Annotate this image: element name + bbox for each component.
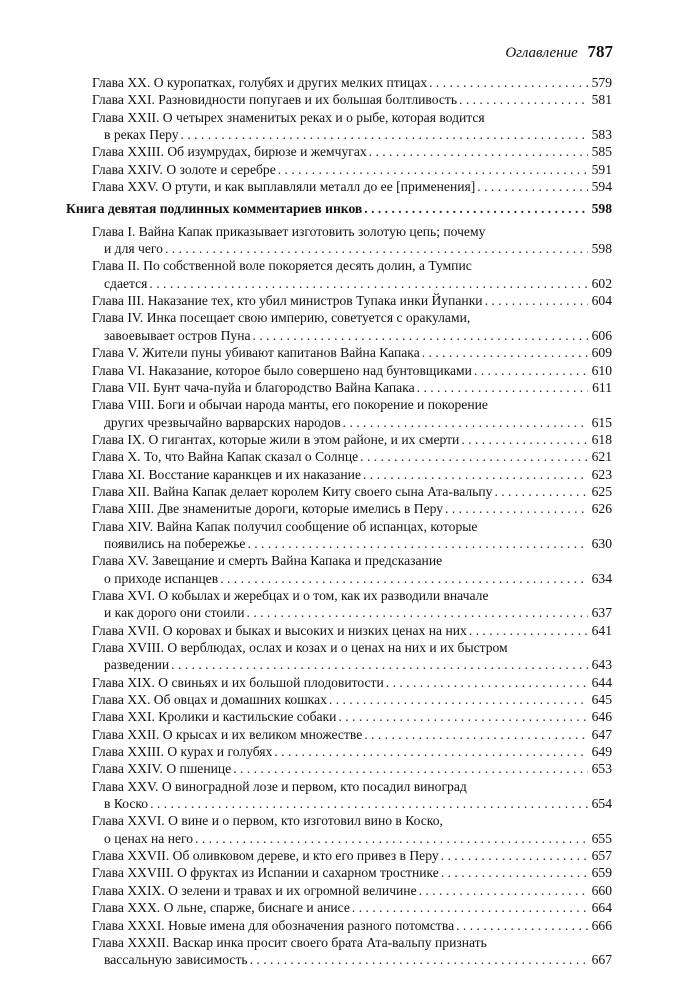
toc-entry	[66, 109, 612, 144]
toc-page-number: 625	[591, 483, 612, 499]
toc-entry-row	[66, 91, 612, 108]
toc-entry-title: Глава VI. Наказание, которое было совершено над бунтовщиками	[92, 362, 472, 378]
toc-entry-row	[66, 161, 612, 178]
toc-entry-row	[66, 483, 612, 500]
dot-leader	[343, 414, 588, 431]
toc-entry-title: Глава VIII. Боги и обычаи народа манты, его покорение и покорение	[92, 397, 488, 413]
toc-entry	[66, 178, 612, 195]
toc-entry-row	[66, 760, 612, 777]
toc-page-number: 659	[591, 865, 612, 881]
toc-page-number: 654	[591, 796, 612, 812]
toc-entry-title: Глава VII. Бунт чача-пуйа и благородство Вайна Капака	[92, 379, 415, 395]
toc-entry-title: Глава XII. Вайна Капак делает королем Киту своего сына Ата-вальпу	[92, 483, 493, 499]
dot-leader	[461, 431, 588, 448]
dot-leader	[247, 604, 588, 621]
toc-entry	[66, 292, 612, 309]
toc-page-number: 647	[591, 726, 612, 742]
toc-page-number: 609	[591, 345, 612, 361]
dot-leader	[459, 91, 588, 108]
toc-entry-title: Глава IV. Инка посещает свою империю, советуется с оракулами,	[92, 310, 471, 326]
toc-entry-title: Глава XXIII. Об изумрудах, бирюзе и жемчугах	[92, 144, 367, 160]
toc-entry	[66, 500, 612, 517]
toc-entry	[66, 257, 612, 292]
toc-entry-title: Глава XIX. О свиньях и их большой плодовитости	[92, 674, 384, 690]
toc-entry	[66, 622, 612, 639]
toc-entry-title: Глава XXV. О виноградной лозе и первом, кто посадил виноград	[92, 778, 467, 794]
toc-entry-line	[66, 812, 612, 829]
toc-entry-title: Глава XIII. Две знаменитые дороги, которые имелись в Перу	[92, 501, 444, 517]
toc-page-number: 634	[591, 570, 612, 586]
toc-entry-row	[66, 414, 612, 431]
toc-page-number: 594	[591, 179, 612, 195]
toc-entry-row	[66, 830, 612, 847]
toc-entry-row	[66, 951, 612, 968]
dot-leader	[474, 362, 588, 379]
toc-page-number: 585	[591, 144, 612, 160]
toc-entry-row	[66, 847, 612, 864]
dot-leader	[233, 760, 588, 777]
toc-entry	[66, 691, 612, 708]
toc-entry-title: других чрезвычайно варварских народов	[104, 414, 341, 430]
toc-entry-row	[66, 362, 612, 379]
table-of-contents	[66, 74, 612, 969]
toc-entry-row	[66, 899, 612, 916]
toc-page-number: 644	[591, 674, 612, 690]
toc-page-number: 618	[591, 431, 612, 447]
dot-leader	[445, 500, 588, 517]
toc-entry-title: разведении	[104, 657, 170, 673]
toc-entry-title: Глава XXXI. Новые имена для обозначения разного потомства	[92, 917, 455, 933]
toc-page-number: 637	[591, 605, 612, 621]
toc-page-number: 630	[591, 535, 612, 551]
toc-entry-title: Глава XXIII. О курах и голубях	[92, 744, 273, 760]
toc-entry-row	[66, 466, 612, 483]
toc-page-number: 583	[591, 127, 612, 143]
toc-entry-title: Глава XXI. Кролики и кастильские собаки	[92, 709, 337, 725]
toc-entry	[66, 143, 612, 160]
toc-page-number: 666	[591, 917, 612, 933]
dot-leader	[364, 200, 588, 217]
toc-entry	[66, 899, 612, 916]
toc-entry-row	[66, 743, 612, 760]
toc-entry-title: Глава XX. О куропатках, голубях и других мелких птицах	[92, 75, 428, 90]
dot-leader	[456, 917, 588, 934]
toc-entry-title: Глава V. Жители пуны убивают капитанов Вайна Капака	[92, 345, 420, 361]
toc-entry-title: Глава XV. Завещание и смерть Вайна Капака и предсказание	[92, 553, 443, 569]
toc-entry	[66, 448, 612, 465]
toc-page-number: 657	[591, 848, 612, 864]
dot-leader	[419, 882, 588, 899]
toc-entry	[66, 760, 612, 777]
toc-entry	[66, 74, 612, 91]
dot-leader	[429, 74, 588, 91]
toc-entry-line	[66, 639, 612, 656]
dot-leader	[171, 656, 588, 673]
toc-page-number: 626	[591, 501, 612, 517]
toc-entry-row	[66, 622, 612, 639]
toc-entry	[66, 344, 612, 361]
toc-page-number: 591	[591, 161, 612, 177]
toc-entry-row	[66, 917, 612, 934]
toc-entry-line	[66, 587, 612, 604]
dot-leader	[360, 448, 588, 465]
dot-leader	[338, 708, 588, 725]
toc-entry-row	[66, 674, 612, 691]
toc-entry-title: и как дорого они стоили	[104, 605, 245, 621]
toc-entry	[66, 639, 612, 674]
toc-entry-title: Глава XXIV. О пшенице	[92, 761, 232, 777]
toc-entry	[66, 743, 612, 760]
dot-leader	[195, 830, 588, 847]
toc-entry-line	[66, 778, 612, 795]
toc-entry-title: о ценах на него	[104, 830, 194, 846]
page-number: 787	[587, 42, 613, 61]
toc-entry-row	[66, 448, 612, 465]
toc-entry-title: Глава XXIX. О зелени и травах и их огромной величине	[92, 882, 417, 898]
toc-entry	[66, 431, 612, 448]
toc-entry-title: Глава XXXII. Васкар инка просит своего брата Ата-вальпу признать	[92, 934, 487, 950]
toc-page-number: 653	[591, 761, 612, 777]
toc-entry-title: Глава XXVIII. О фруктах из Испании и сахарном тростнике	[92, 865, 439, 881]
toc-entry-line	[66, 552, 612, 569]
dot-leader	[441, 864, 588, 881]
dot-leader	[386, 674, 588, 691]
toc-entry-title: Глава XXVII. Об оливковом дереве, и кто его привез в Перу	[92, 848, 439, 864]
toc-entry-row	[66, 74, 612, 91]
toc-entry-title: вассальную зависимость	[104, 952, 248, 968]
toc-entry-title: и для чего	[104, 241, 163, 257]
toc-entry-title: Глава I. Вайна Капак приказывает изготовить золотую цепь; почему	[92, 223, 486, 239]
toc-page-number: 610	[591, 362, 612, 378]
toc-entry-row	[66, 691, 612, 708]
book-heading-title: Книга девятая подлинных комментариев инков	[66, 201, 363, 217]
dot-leader	[352, 899, 588, 916]
toc-entry	[66, 778, 612, 813]
toc-entry-row	[66, 656, 612, 673]
toc-entry	[66, 847, 612, 864]
toc-entry-title: Глава XXI. Разновидности попугаев и их большая болтливость	[92, 92, 458, 108]
toc-page-number: 646	[591, 709, 612, 725]
dot-leader	[485, 292, 588, 309]
dot-leader	[181, 126, 588, 143]
toc-page-number: 598	[591, 201, 612, 217]
toc-entry	[66, 362, 612, 379]
toc-entry-line	[66, 518, 612, 535]
toc-entry	[66, 726, 612, 743]
toc-page-number: 667	[591, 952, 612, 968]
toc-entry-row	[66, 882, 612, 899]
toc-entry-title: Глава XXV. О ртути, и как выплавляли металл до ее [применения]	[92, 179, 476, 195]
running-head-title: Оглавление	[505, 45, 578, 61]
toc-entry-title: Глава XVII. О коровах и быках и высоких и низких ценах на них	[92, 622, 467, 638]
dot-leader	[278, 161, 588, 178]
toc-entry-title: Глава II. По собственной воле покоряется десять долин, а Тумпис	[92, 258, 472, 274]
dot-leader	[417, 379, 588, 396]
toc-entry-title: Глава XVIII. О верблюдах, ослах и козах и о ценах на них и их быстром	[92, 640, 508, 655]
toc-entry-title: Глава III. Наказание тех, кто убил министров Тупака инки Йупанки	[92, 293, 483, 309]
toc-entry-title: Глава XXVI. О вине и о первом, кто изготовил вино в Коско,	[92, 813, 443, 829]
toc-entry	[66, 309, 612, 344]
book-heading-entry	[66, 200, 612, 217]
toc-page-number: 606	[591, 327, 612, 343]
toc-entry-title: Глава XXII. О крысах и их великом множестве	[92, 726, 363, 742]
toc-entry-row	[66, 327, 612, 344]
toc-entry	[66, 812, 612, 847]
dot-leader	[247, 535, 588, 552]
toc-entry-line	[66, 257, 612, 274]
toc-page-number: 645	[591, 692, 612, 708]
toc-page-number: 579	[591, 75, 612, 90]
toc-entry-row	[66, 143, 612, 160]
toc-entry-title: Глава XIV. Вайна Капак получил сообщение об испанцах, которые	[92, 518, 478, 534]
toc-entry-row	[66, 126, 612, 143]
toc-entry-line	[66, 934, 612, 951]
toc-entry-row	[66, 275, 612, 292]
dot-leader	[441, 847, 588, 864]
toc-entry-title: в реках Перу	[104, 127, 179, 143]
toc-entry-row	[66, 240, 612, 257]
dot-leader	[469, 622, 588, 639]
toc-entry-title: Глава XXX. О льне, спарже, биснаге и анисе	[92, 900, 350, 916]
toc-entry-row	[66, 708, 612, 725]
toc-entry-title: Глава XXIV. О золоте и серебре	[92, 161, 276, 177]
toc-entry	[66, 483, 612, 500]
dot-leader	[149, 275, 588, 292]
dot-leader	[220, 570, 588, 587]
toc-entry-title: в Коско	[104, 796, 149, 812]
toc-entry-row	[66, 500, 612, 517]
toc-entry-row	[66, 535, 612, 552]
toc-entry-title: завоевывает остров Пуна	[104, 327, 251, 343]
book-heading-row	[66, 200, 612, 217]
toc-entry-title: Глава XVI. О кобылах и жеребцах и о том, как их разводили вначале	[92, 587, 489, 603]
toc-entry-row	[66, 292, 612, 309]
toc-page-number: 615	[591, 414, 612, 430]
toc-entry	[66, 518, 612, 553]
toc-entry-line	[66, 396, 612, 413]
toc-page-number: 655	[591, 830, 612, 846]
toc-entry-row	[66, 795, 612, 812]
dot-leader	[165, 240, 588, 257]
toc-entry-line	[66, 309, 612, 326]
toc-entry	[66, 91, 612, 108]
toc-entry	[66, 379, 612, 396]
toc-entry-line	[66, 223, 612, 240]
toc-entry	[66, 223, 612, 258]
toc-entry-title: появились на побережье	[104, 535, 246, 551]
toc-entry-title: Глава XX. Об овцах и домашних кошках	[92, 692, 327, 708]
toc-entry	[66, 864, 612, 881]
toc-page-number: 621	[591, 449, 612, 465]
toc-entry-row	[66, 344, 612, 361]
toc-entry	[66, 587, 612, 622]
toc-entry-row	[66, 379, 612, 396]
dot-leader	[150, 795, 588, 812]
toc-entry	[66, 917, 612, 934]
toc-entry-row	[66, 864, 612, 881]
dot-leader	[253, 327, 588, 344]
toc-entry-title: сдается	[104, 275, 148, 291]
toc-entry-row	[66, 604, 612, 621]
toc-entry-line	[66, 109, 612, 126]
toc-entry-title: Глава IX. О гигантах, которые жили в этом районе, и их смерти	[92, 431, 460, 447]
toc-page-number: 602	[591, 275, 612, 291]
toc-entry	[66, 552, 612, 587]
toc-entry	[66, 934, 612, 969]
dot-leader	[369, 143, 588, 160]
dot-leader	[364, 726, 588, 743]
dot-leader	[494, 483, 588, 500]
toc-page-number: 660	[591, 882, 612, 898]
toc-page-number: 664	[591, 900, 612, 916]
toc-entry-row	[66, 726, 612, 743]
toc-page-number: 649	[591, 744, 612, 760]
toc-entry-title: Глава X. То, что Вайна Капак сказал о Солнце	[92, 449, 359, 465]
dot-leader	[422, 344, 588, 361]
toc-entry-title: Глава XI. Восстание каранкцев и их наказание	[92, 466, 361, 482]
toc-page-number: 611	[592, 379, 612, 395]
toc-entry	[66, 396, 612, 431]
toc-entry-row	[66, 570, 612, 587]
dot-leader	[477, 178, 588, 195]
toc-page-number: 643	[591, 657, 612, 673]
dot-leader	[363, 466, 588, 483]
toc-page-number: 641	[591, 622, 612, 638]
toc-entry	[66, 882, 612, 899]
dot-leader	[274, 743, 588, 760]
toc-entry	[66, 674, 612, 691]
toc-page-number: 581	[591, 92, 612, 108]
running-head	[505, 43, 613, 62]
toc-entry	[66, 466, 612, 483]
toc-entry	[66, 708, 612, 725]
toc-entry	[66, 161, 612, 178]
toc-page-number: 604	[591, 293, 612, 309]
dot-leader	[250, 951, 588, 968]
toc-entry-title: о приходе испанцев	[104, 570, 219, 586]
toc-entry-title: Глава XXII. О четырех знаменитых реках и о рыбе, которая водится	[92, 109, 485, 125]
toc-entry-row	[66, 431, 612, 448]
dot-leader	[329, 691, 588, 708]
toc-page-number: 598	[591, 241, 612, 257]
toc-page-number: 623	[591, 466, 612, 482]
toc-entry-row	[66, 178, 612, 195]
